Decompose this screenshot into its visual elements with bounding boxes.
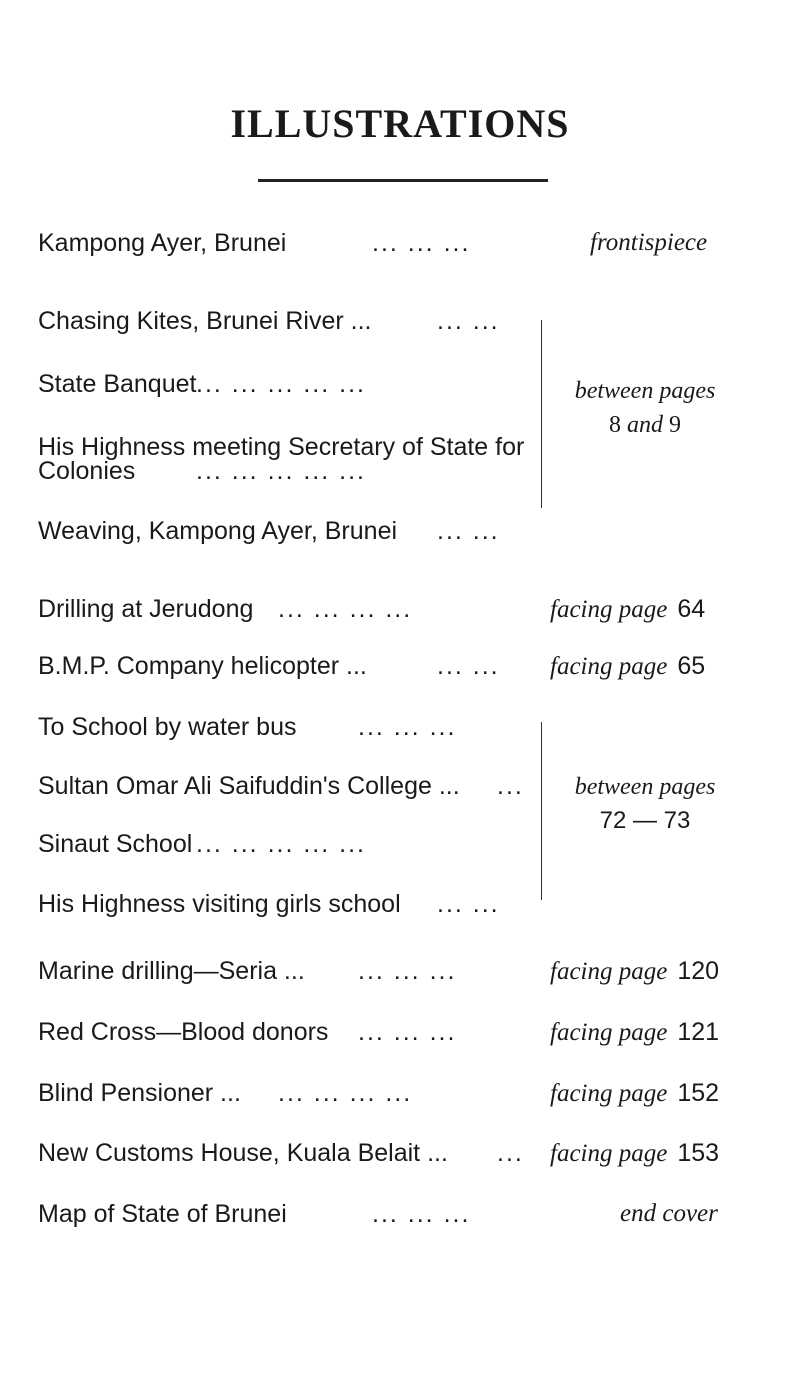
entry-title: His Highness visiting girls school [38, 890, 401, 918]
entry-title: Drilling at Jerudong [38, 595, 254, 623]
leader-dots: ... ... ... ... ... [196, 370, 366, 398]
entry-title: Sultan Omar Ali Saifuddin's College ... [38, 772, 460, 800]
leader-dots: ... ... ... [372, 229, 471, 257]
leader-dots: ... ... ... [358, 957, 457, 985]
entry-title: Weaving, Kampong Ayer, Brunei [38, 517, 398, 545]
entry-ref: facing page 152 [550, 1079, 720, 1107]
entry-title: New Customs House, Kuala Belait ... [38, 1139, 448, 1167]
brace-group-1 [539, 320, 542, 508]
leader-dots: ... ... ... [358, 713, 457, 741]
leader-dots: ... ... ... [372, 1200, 471, 1228]
brace-group-2 [539, 722, 542, 900]
entry-title: Sinaut School [38, 830, 193, 858]
leader-dots: ... ... [437, 890, 500, 918]
entry-title: To School by water bus [38, 713, 297, 741]
entry-ref: facing page 153 [550, 1139, 720, 1167]
entry-title: His Highness meeting Secretary of State for [38, 433, 525, 461]
leader-dots: ... ... ... ... [278, 595, 413, 623]
entry-title: State Banquet [38, 370, 197, 398]
entry-title: Kampong Ayer, Brunei [38, 229, 287, 257]
entry-ref: facing page 120 [550, 957, 720, 985]
entry-ref: facing page 121 [550, 1018, 720, 1046]
entry-title: Red Cross—Blood donors [38, 1018, 329, 1046]
leader-dots: ... ... ... ... [278, 1079, 413, 1107]
brace-ref-group-2: between pages 72 — 73 [574, 774, 716, 834]
leader-dots: ... ... ... ... ... [196, 830, 366, 858]
leader-dots: ... ... [437, 652, 500, 680]
entry-title: Chasing Kites, Brunei River ... [38, 307, 372, 335]
entry-ref: frontispiece [590, 229, 708, 256]
entry-title: Blind Pensioner ... [38, 1079, 241, 1107]
title-rule [258, 179, 548, 182]
brace-ref-group-1: between pages 8 and 9 [574, 378, 716, 438]
page-title: ILLUSTRATIONS [230, 101, 570, 146]
leader-dots: ... ... ... ... ... [196, 457, 366, 485]
entry-ref: facing page 65 [550, 652, 706, 680]
entry-title: B.M.P. Company helicopter ... [38, 652, 367, 680]
entry-title-continued: Colonies [38, 457, 136, 485]
leader-dots: ... ... [437, 517, 500, 545]
entry-title: Marine drilling—Seria ... [38, 957, 305, 985]
entry-ref: facing page 64 [550, 595, 706, 623]
leader-dots: ... ... ... [358, 1018, 457, 1046]
leader-dots: ... ... [437, 307, 500, 335]
entry-title: Map of State of Brunei [38, 1200, 287, 1228]
entry-ref: end cover [620, 1200, 718, 1227]
leader-dots: ... [497, 1139, 524, 1167]
leader-dots: ... [497, 772, 524, 800]
